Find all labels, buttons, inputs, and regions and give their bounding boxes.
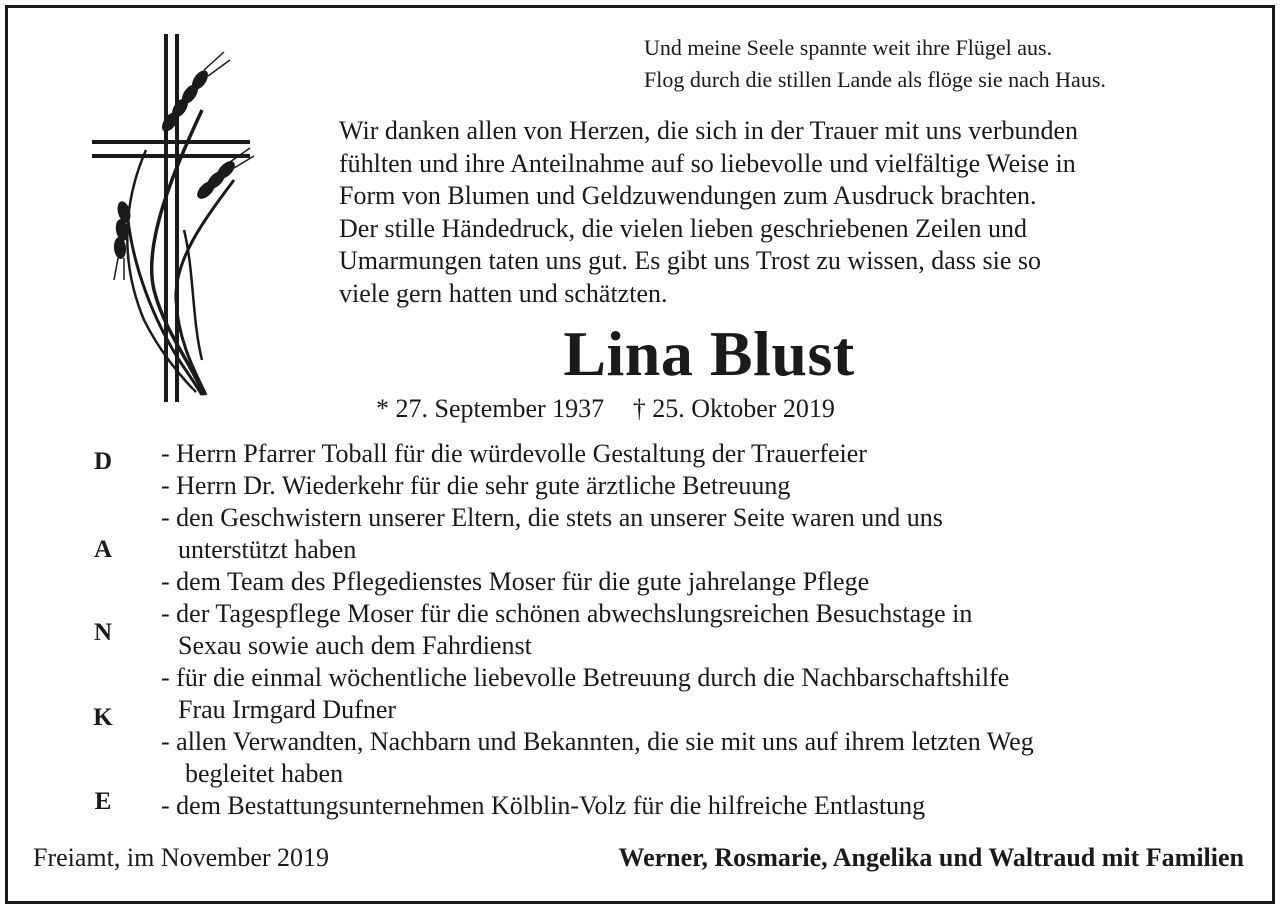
thanks-line: fühlten und ihre Anteilnahme auf so liebevolle und vielfältige Weise in <box>339 148 1076 178</box>
list-item <box>161 502 1261 566</box>
thanks-line: Der stille Händedruck, die vielen lieben geschriebenen Zeilen und <box>339 213 1028 243</box>
death-date: † 25. Oktober 2019 <box>632 394 835 423</box>
list-item <box>161 470 1261 502</box>
list-item-text: - Herrn Dr. Wiederkehr für die sehr gute ärztliche Betreuung <box>161 471 791 500</box>
thanks-line: viele gern hatten und schätzten. <box>339 278 668 308</box>
list-item <box>161 662 1261 726</box>
list-item <box>161 566 1261 598</box>
family-signature: Werner, Rosmarie, Angelika und Waltraud mit Familien <box>618 843 1244 872</box>
list-item-text: - Herrn Pfarrer Toball für die würdevolle Gestaltung der Trauerfeier <box>161 439 867 468</box>
thanks-line: Umarmungen taten uns gut. Es gibt uns Trost zu wissen, dass sie so <box>339 246 1041 276</box>
list-item <box>161 726 1261 790</box>
thanks-paragraph <box>339 115 1269 311</box>
deceased-name: Lina Blust <box>563 318 855 389</box>
danke-letter: N <box>93 619 113 646</box>
list-item <box>161 598 1261 662</box>
list-item <box>161 790 1261 822</box>
list-item-text: - dem Bestattungsunternehmen Kölblin-Volz für die hilfreiche Entlastung <box>161 791 926 820</box>
place-and-date: Freiamt, im November 2019 <box>33 843 330 872</box>
birth-date: * 27. September 1937 <box>376 394 605 423</box>
poem-line: Flog durch die stillen Lande als flöge sie nach Haus. <box>644 67 1106 92</box>
list-item-continuation: Frau Irmgard Dufner <box>178 695 397 724</box>
list-item-continuation: begleitet haben <box>185 759 344 788</box>
danke-letter: D <box>93 448 113 475</box>
list-item-continuation: unterstützt haben <box>178 535 357 564</box>
thanks-line: Wir danken allen von Herzen, die sich in der Trauer mit uns verbunden <box>339 116 1079 145</box>
life-dates <box>376 392 835 426</box>
list-item-continuation: Sexau sowie auch dem Fahrdienst <box>178 631 532 660</box>
list-item-text: - dem Team des Pflegedienstes Moser für die gute jahrelange Pflege <box>161 567 870 596</box>
danke-letter: E <box>94 788 112 815</box>
danke-letter: K <box>93 704 113 731</box>
poem-line: Und meine Seele spannte weit ihre Flügel aus. <box>644 35 1053 60</box>
danke-letter: A <box>93 536 113 563</box>
list-item-text: - den Geschwistern unserer Eltern, die stets an unserer Seite waren und uns <box>161 503 943 532</box>
thanks-line: Form von Blumen und Geldzuwendungen zum Ausdruck brachten. <box>339 181 1037 211</box>
list-item <box>161 438 1261 470</box>
poem-verse <box>644 32 1264 96</box>
list-item-text: - für die einmal wöchentliche liebevolle Betreuung durch die Nachbarschaftshilfe <box>161 663 1010 692</box>
list-item-text: - allen Verwandten, Nachbarn und Bekannten, die sie mit uns auf ihrem letzten Weg <box>161 727 1034 756</box>
thanks-list <box>161 438 1261 822</box>
list-item-text: - der Tagespflege Moser für die schönen abwechslungsreichen Besuchstage in <box>161 599 973 628</box>
